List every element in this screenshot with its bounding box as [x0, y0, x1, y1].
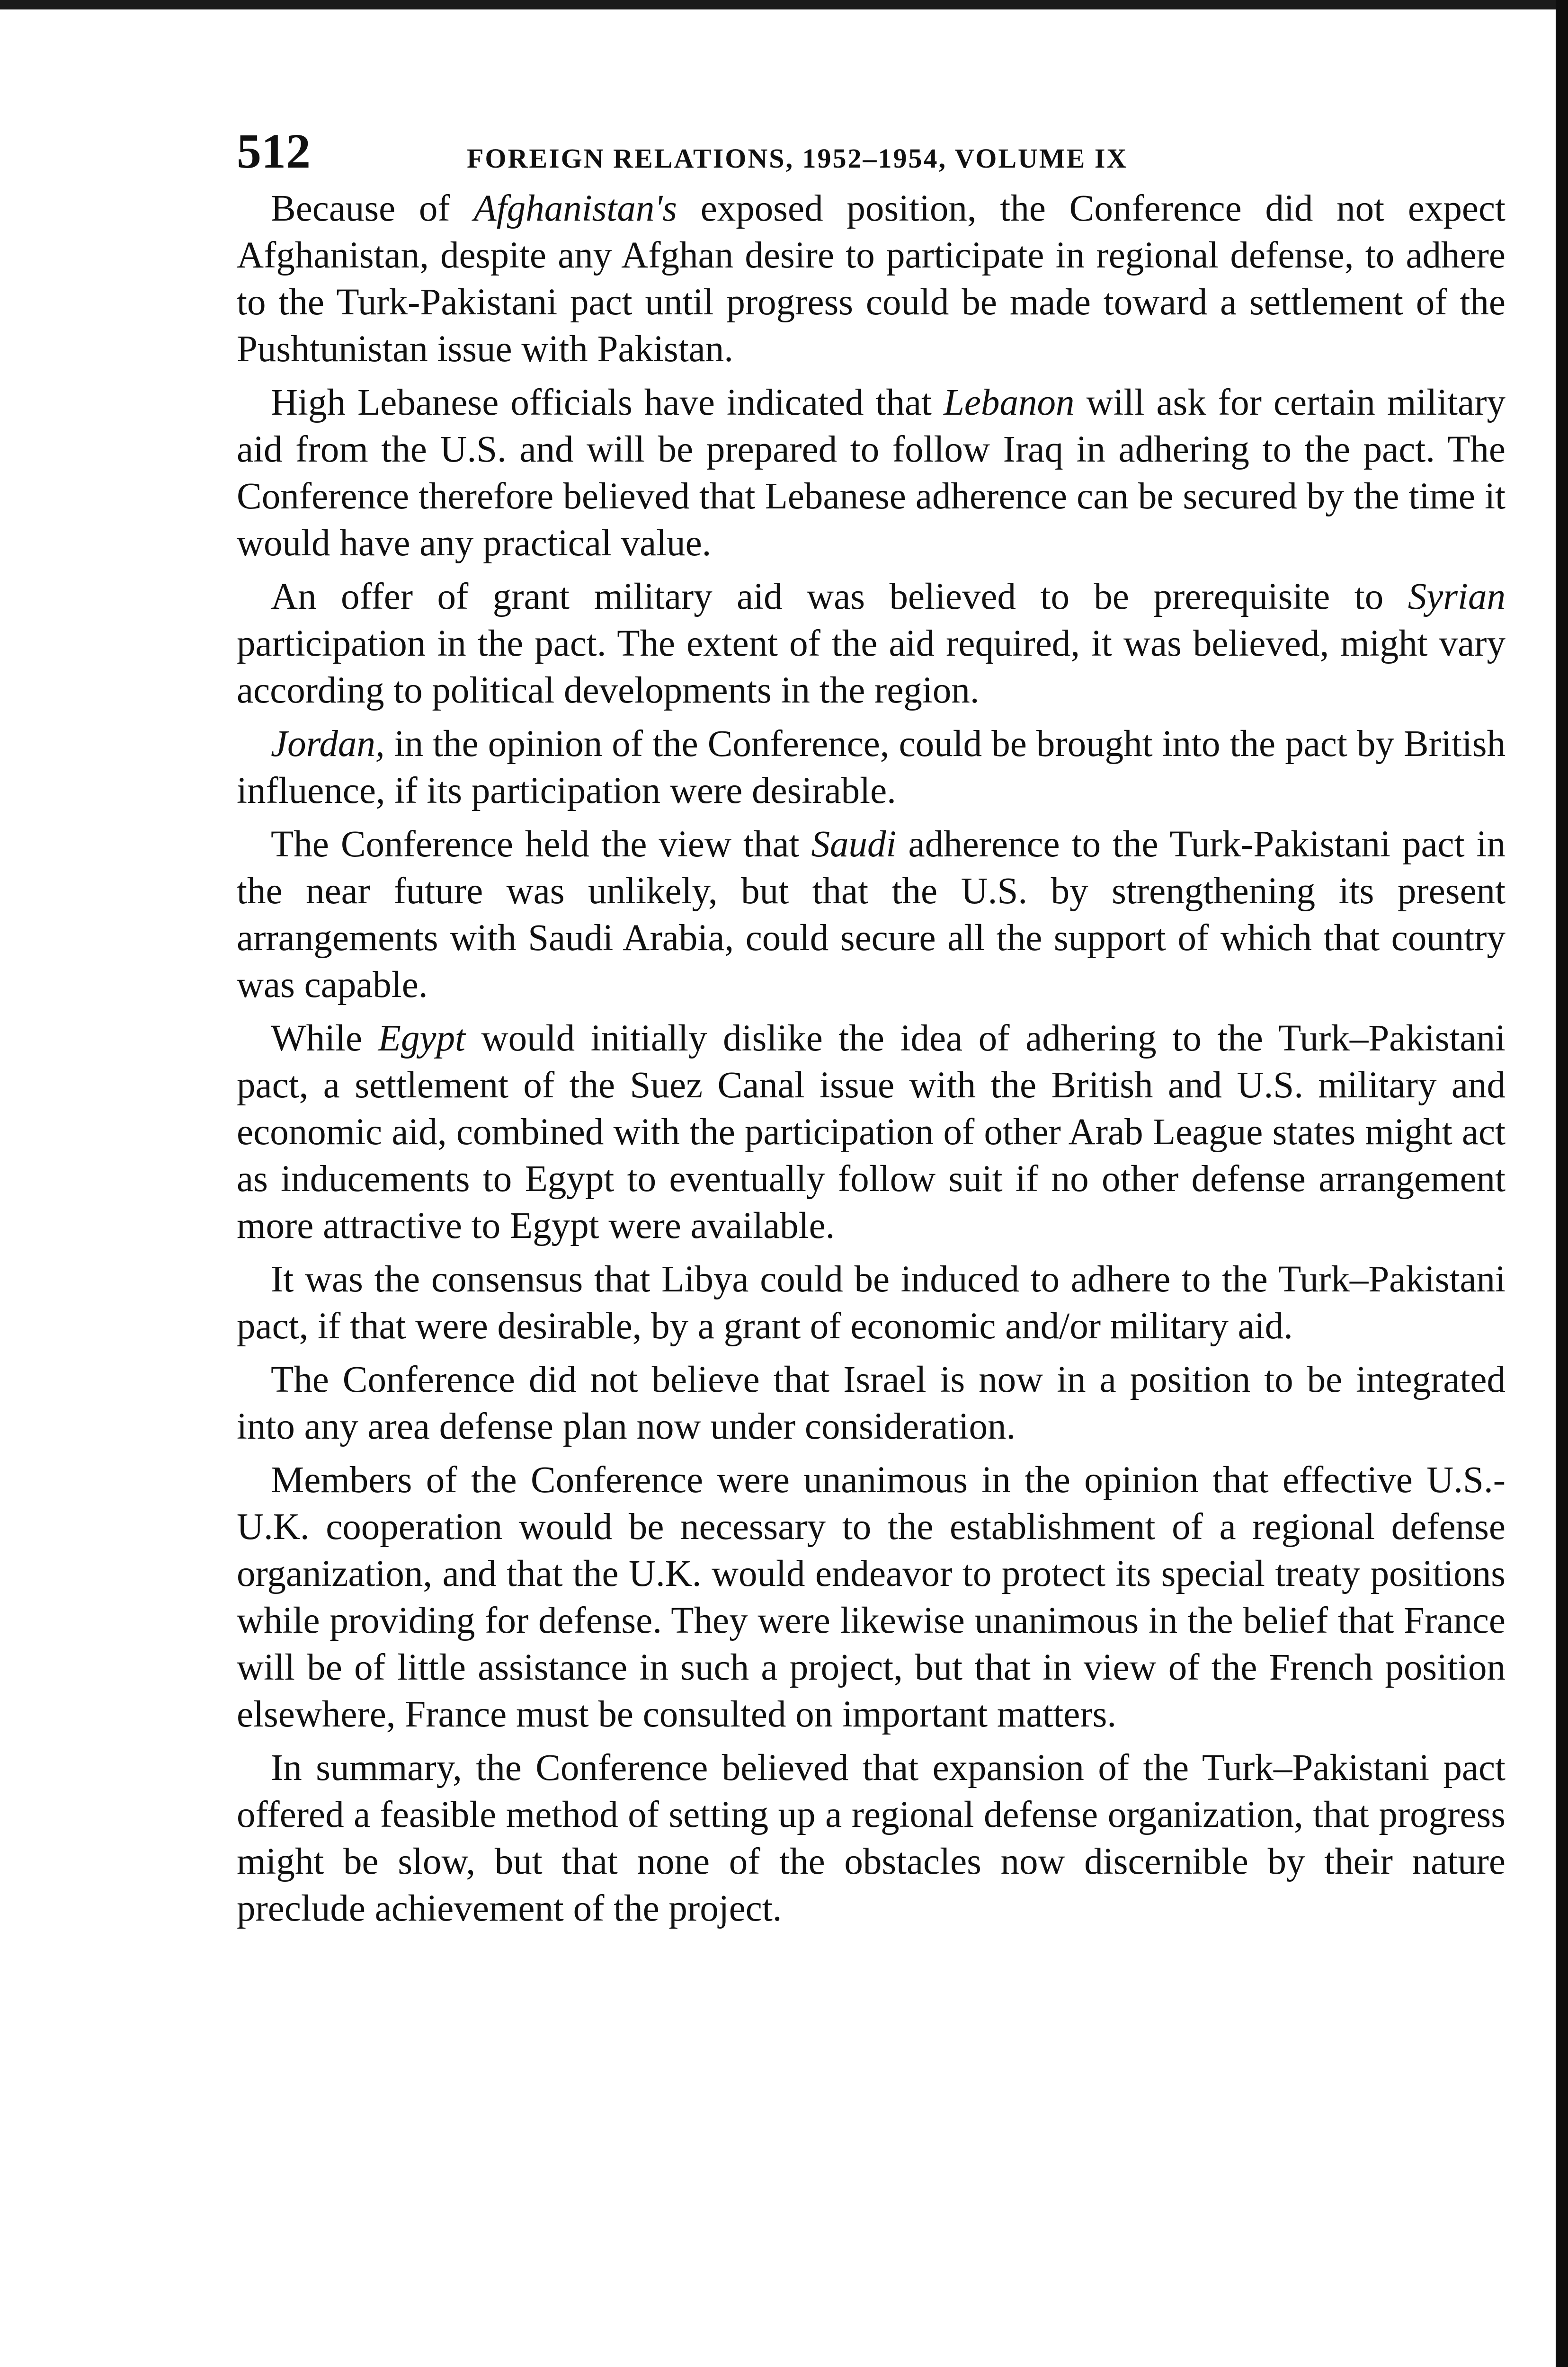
paragraph-us-uk-cooperation: Members of the Conference were unanimous in the opinion that effective U.S.-U.K. cooperation would be necessary to the establishment of a regional defense organization, and that the U.K. would endeavor to protect its special treaty positions while providing for defense. They were likewise unanimous in the belief that France will be of little assistance in such a project, but that in view of the French position elsewhere, France must be consulted on important matters.: [237, 1459, 1506, 1735]
paragraph-afghanistan: Because of Afghanistan's exposed position, the Conference did not expect Afghanistan, despite any Afghan desire to participate in regional defense, to adhere to the Turk-Pakistani pact until progress could be made toward a settlement of the Pushtunistan issue with Pakistan.: [237, 188, 1506, 370]
page-number: 512: [237, 124, 311, 178]
paragraph-jordan: Jordan, in the opinion of the Conference, could be brought into the pact by British influence, if its participation were desirable.: [237, 723, 1506, 811]
paragraph-israel: The Conference did not believe that Israel is now in a position to be integrated into any area defense plan now under consideration.: [237, 1359, 1506, 1447]
paragraph-libya: It was the consensus that Libya could be induced to adhere to the Turk–Pakistani pact, if that were desirable, by a grant of economic and/or military aid.: [237, 1259, 1506, 1347]
paragraph-syria: An offer of grant military aid was believed to be prerequisite to Syrian participation in the pact. The extent of the aid required, it was believed, might vary according to political developments in the region.: [237, 576, 1506, 711]
document-page: [237, 123, 1506, 2367]
scan-top-edge: [0, 0, 1568, 9]
paragraph-saudi: The Conference held the view that Saudi adherence to the Turk-Pakistani pact in the near future was unlikely, but that the U.S. by strengthening its present arrangements with Saudi Arabia, could secure all the support of which that country was capable.: [237, 824, 1506, 1006]
paragraph-lebanon: High Lebanese officials have indicated that Lebanon will ask for certain military aid from the U.S. and will be prepared to follow Iraq in adhering to the pact. The Conference therefore believed that Lebanese adherence can be secured by the time it would have any practical value.: [237, 382, 1506, 564]
paragraph-summary: In summary, the Conference believed that expansion of the Turk–Pakistani pact offered a feasible method of setting up a regional defense organization, that progress might be slow, but that none of the obstacles now discernible by their nature preclude achievement of the project.: [237, 1747, 1506, 1929]
body-text: [237, 185, 1506, 1932]
running-head: [237, 123, 1506, 179]
scan-right-edge: [1556, 0, 1568, 2367]
paragraph-egypt: While Egypt would initially dislike the idea of adhering to the Turk–Pakistani pact, a settlement of the Suez Canal issue with the British and U.S. military and economic aid, combined with the participation of other Arab League states might act as inducements to Egypt to eventually follow suit if no other defense arrangement more attractive to Egypt were available.: [237, 1018, 1506, 1246]
running-title: FOREIGN RELATIONS, 1952–1954, VOLUME IX: [467, 143, 1128, 174]
